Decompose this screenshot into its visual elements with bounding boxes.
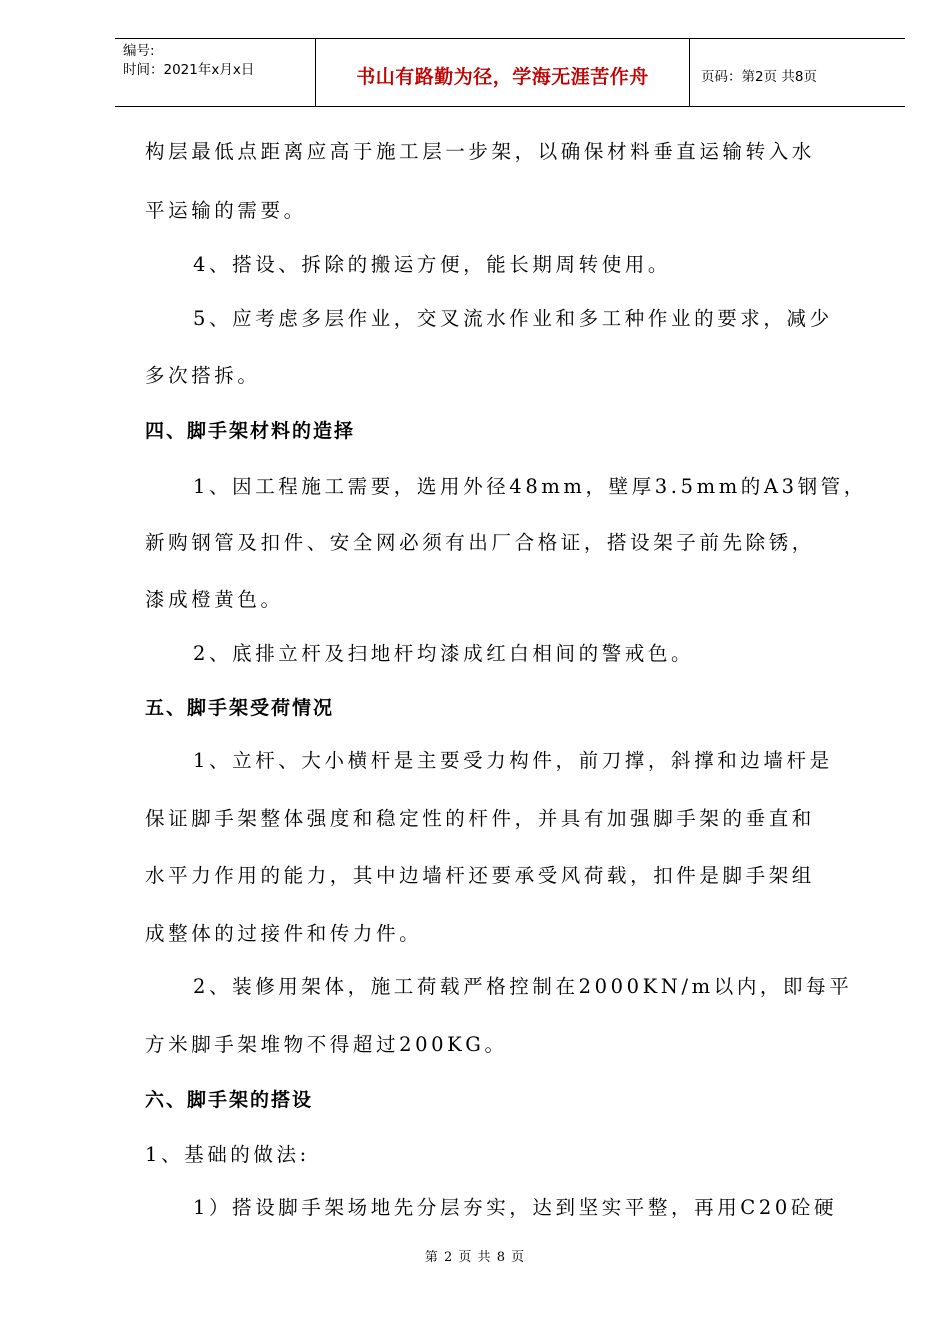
page-header [115, 38, 905, 108]
body-line: 新购钢管及扣件、安全网必须有出厂合格证，搭设架子前先除锈， [145, 531, 815, 554]
body-line: 1、因工程施工需要，选用外径48mm，壁厚3.5mm的A3钢管， [193, 475, 867, 498]
body-line: 2、装修用架体，施工荷载严格控制在2000KN/m以内，即每平 [193, 975, 853, 998]
body-line: 2、底排立杆及扫地杆均漆成红白相间的警戒色。 [193, 642, 695, 665]
body-line: 漆成橙黄色。 [145, 588, 284, 611]
body-line: 5、应考虑多层作业，交叉流水作业和多工种作业的要求，减少 [193, 307, 833, 330]
body-line: 4、搭设、拆除的搬运方便，能长期周转使用。 [193, 253, 672, 276]
body-line: 保证脚手架整体强度和稳定性的杆件，并具有加强脚手架的垂直和 [145, 807, 815, 830]
time-label: 时间：2021年x月x日 [123, 62, 255, 78]
body-line: 1）搭设脚手架场地先分层夯实，达到坚实平整，再用C20砼硬 [193, 1196, 838, 1219]
header-motto: 书山有路勤为径，学海无涯苦作舟 [356, 66, 649, 88]
serial-label: 编号: [123, 43, 155, 59]
header-page-info: 页码：第2页 共8页 [701, 69, 817, 85]
body-line: 水平力作用的能力，其中边墙杆还要承受风荷载，扣件是脚手架组 [145, 864, 815, 887]
header-divider [689, 38, 690, 107]
section-heading: 六、脚手架的搭设 [145, 1089, 314, 1111]
section-heading: 四、脚手架材料的造择 [145, 420, 356, 442]
body-line: 平运输的需要。 [145, 199, 307, 222]
body-line: 1、立杆、大小横杆是主要受力构件，前刀撑，斜撑和边墙杆是 [193, 749, 833, 772]
page-footer: 第 2 页 共 8 页 [424, 1250, 526, 1265]
section-heading: 五、脚手架受荷情况 [145, 697, 335, 719]
header-meta [123, 42, 254, 80]
body-line: 方米脚手架堆物不得超过200KG。 [145, 1033, 508, 1056]
body-line: 构层最低点距离应高于施工层一步架，以确保材料垂直运输转入水 [145, 140, 815, 163]
body-line: 1、基础的做法: [145, 1143, 310, 1166]
body-line: 成整体的过接件和传力件。 [145, 922, 423, 945]
header-top-rule [115, 38, 905, 39]
body-line: 多次搭拆。 [145, 364, 261, 387]
header-bottom-rule [115, 106, 905, 107]
